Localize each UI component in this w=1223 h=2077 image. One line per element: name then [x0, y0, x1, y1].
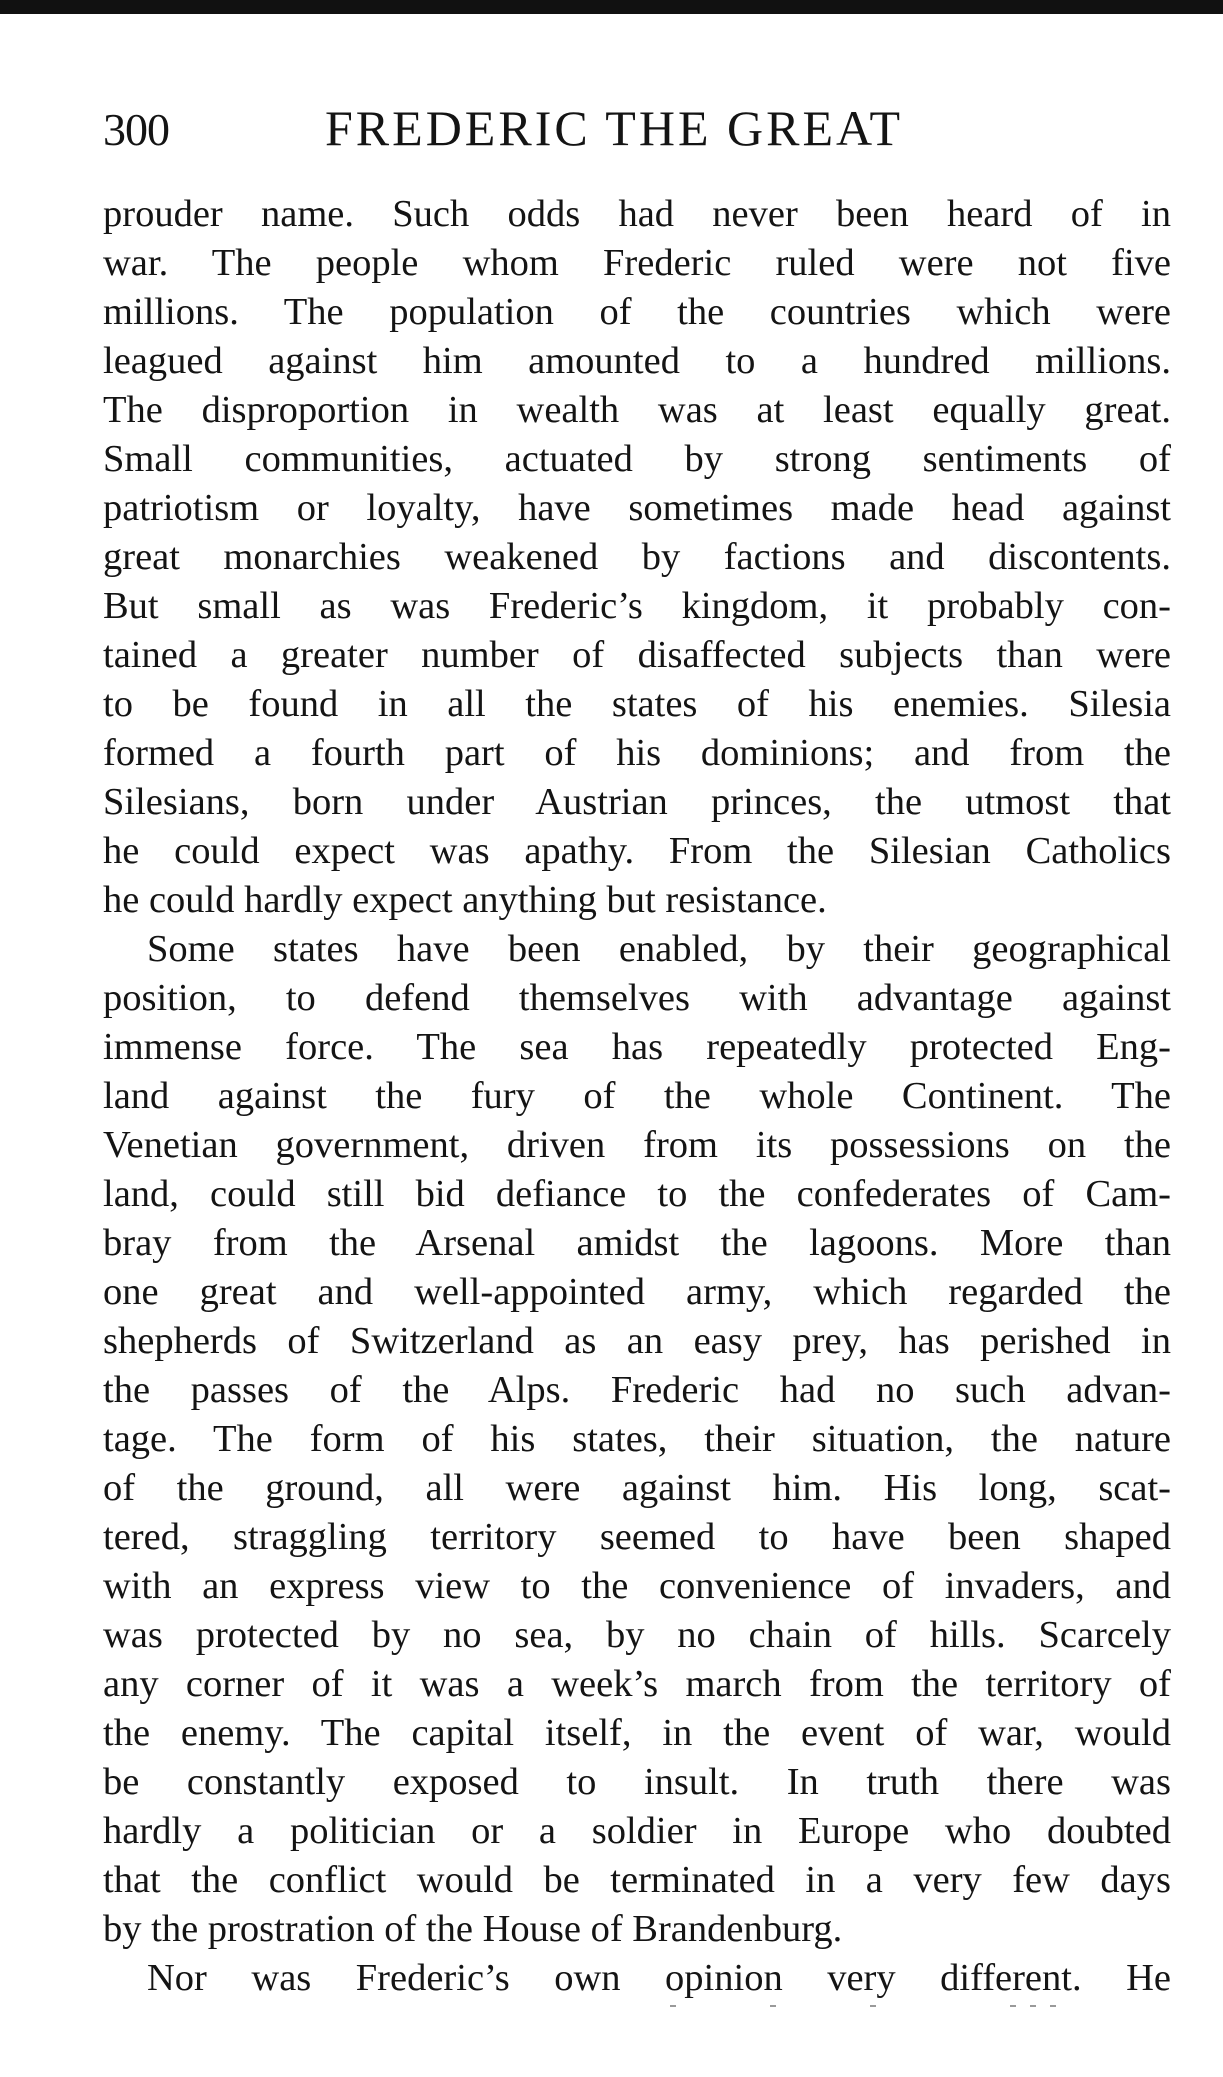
- text-line: with an express view to the convenience of invaders, and: [103, 1565, 1171, 1607]
- text-line: one great and well-appointed army, which regarded the: [103, 1271, 1171, 1313]
- print-specks: [650, 2005, 1070, 2015]
- text-line: be constantly exposed to insult. In truth there was: [103, 1761, 1171, 1803]
- text-line: great monarchies weakened by factions and discontents.: [103, 536, 1171, 578]
- text-line: Silesians, born under Austrian princes, the utmost that: [103, 781, 1171, 823]
- text-line: The disproportion in wealth was at least equally great.: [103, 389, 1171, 431]
- text-line: bray from the Arsenal amidst the lagoons. More than: [103, 1222, 1171, 1264]
- text-line: tained a greater number of disaffected subjects than were: [103, 634, 1171, 676]
- text-line: leagued against him amounted to a hundred millions.: [103, 340, 1171, 382]
- paragraph-start-line: Some states have been enabled, by their geographical: [147, 928, 1171, 970]
- text-line: to be found in all the states of his enemies. Silesia: [103, 683, 1171, 725]
- text-line: any corner of it was a week’s march from the territory of: [103, 1663, 1171, 1705]
- text-line: formed a fourth part of his dominions; and from the: [103, 732, 1171, 774]
- body-text: [103, 190, 1171, 2003]
- text-line: immense force. The sea has repeatedly protected Eng-: [103, 1026, 1171, 1068]
- text-line: land against the fury of the whole Continent. The: [103, 1075, 1171, 1117]
- page-number: 300: [103, 104, 169, 155]
- text-line: he could expect was apathy. From the Silesian Catholics: [103, 830, 1171, 872]
- text-line: war. The people whom Frederic ruled were not five: [103, 242, 1171, 284]
- text-line: the enemy. The capital itself, in the event of war, would: [103, 1712, 1171, 1754]
- text-line: Small communities, actuated by strong sentiments of: [103, 438, 1171, 480]
- text-line: tered, straggling territory seemed to have been shaped: [103, 1516, 1171, 1558]
- text-line: position, to defend themselves with advantage against: [103, 977, 1171, 1019]
- text-line: was protected by no sea, by no chain of hills. Scarcely: [103, 1614, 1171, 1656]
- text-line: he could hardly expect anything but resistance.: [103, 879, 827, 921]
- text-line: of the ground, all were against him. His long, scat-: [103, 1467, 1171, 1509]
- text-line: patriotism or loyalty, have sometimes made head against: [103, 487, 1171, 529]
- text-line: shepherds of Switzerland as an easy prey, has perished in: [103, 1320, 1171, 1362]
- text-line: land, could still bid defiance to the confederates of Cam-: [103, 1173, 1171, 1215]
- paragraph-start-line: Nor was Frederic’s own opinion very different. He: [147, 1957, 1171, 1999]
- text-line: that the conflict would be terminated in a very few days: [103, 1859, 1171, 1901]
- text-line: the passes of the Alps. Frederic had no such advan-: [103, 1369, 1171, 1411]
- top-border-rule: [0, 0, 1223, 14]
- page-header: [103, 100, 1171, 160]
- text-line: millions. The population of the countries which were: [103, 291, 1171, 333]
- text-line: by the prostration of the House of Brandenburg.: [103, 1908, 843, 1950]
- text-line: But small as was Frederic’s kingdom, it probably con-: [103, 585, 1171, 627]
- text-line: Venetian government, driven from its possessions on the: [103, 1124, 1171, 1166]
- text-line: hardly a politician or a soldier in Europe who doubted: [103, 1810, 1171, 1852]
- text-line: tage. The form of his states, their situation, the nature: [103, 1418, 1171, 1460]
- running-title: FREDERIC THE GREAT: [325, 100, 904, 156]
- text-line: prouder name. Such odds had never been heard of in: [103, 193, 1171, 235]
